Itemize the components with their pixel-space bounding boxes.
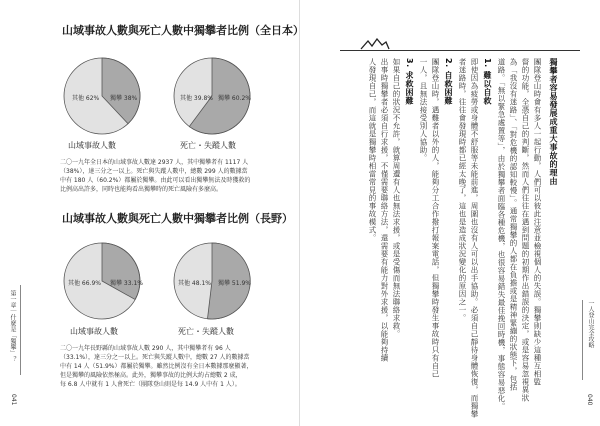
body-column: 如果自己的狀況不允許，就算周遭有人也無法求援，或是受傷而無法聯絡求救。 (392, 58, 401, 338)
chart1-right-other-label: 其他 39.8% (180, 95, 213, 102)
chart1-right-caption: 死亡・失蹤人數 (180, 141, 236, 150)
book-title-side-label: 一人登山完全攻略 (587, 300, 594, 348)
section-heading: 獨攀者容易發展成重大事故的理由 (549, 58, 558, 186)
list-heading-2: 2. 自救困難 (444, 58, 453, 105)
body-column: 團隊登山時會有多人一起行動，人們可以彼此注意並檢視個人的失誤。獨攀則缺少這種互相監 (533, 58, 542, 386)
chart1-left-caption: 山域事故人數 (68, 141, 116, 150)
paragraph-line: 二〇一九年全日本的山域事故人數達 2937 人，其中獨攀者有 1117 人 (60, 159, 249, 166)
paragraph-line: 中有 14 人（51.9%）都屬於獨攀。雖然比例沒有全日本數據那麼顯著， (60, 363, 253, 370)
list-heading-1: 1. 難以自救 (483, 58, 492, 105)
chart2-title: 山域事故人數與死亡人數中獨攀者比例（長野） (62, 212, 293, 225)
list-heading-3: 3. 求救困難 (405, 58, 414, 105)
paragraph-line: 每 6.8 人中就有 1 人會死亡（團隊登山則是每 14.9 人中有 1 人）。 (60, 381, 241, 388)
paragraph-line: 二〇一九年長野縣的山域事故人數 290 人，其中獨攀者有 96 人 (60, 345, 231, 352)
paragraph-line: 比例高出許多，同時也能夠看出獨攀時的死亡風險有多麼高。 (60, 186, 223, 193)
chart2-pies (0, 226, 300, 326)
chart2-right-caption: 死亡・失蹤人數 (178, 327, 234, 336)
page-number-right: 040 (586, 394, 593, 406)
paragraph-nagano (60, 344, 290, 389)
chapter-side-label: 第一章｜什麼是「獨攀」？ (9, 290, 16, 362)
right-page (300, 0, 600, 426)
body-column: 道路。「無以緊急處置等」，由於獨攀者面臨各種危機，也很容易錯失最佳挽回時機，事態容易惡化。 (497, 58, 506, 411)
header-rule (340, 50, 580, 51)
paragraph-line: （38%），達三分之一以上。死亡與失蹤人數中，總數 299 人的數據當 (60, 168, 248, 175)
body-column: 即使因為疲勞或身體不舒服等未能前進，周圍也沒有人可以出手協助。必須自己靜待身體恢復，而獨攀 (470, 58, 479, 418)
chart2-right-other-label: 其他 48.1% (178, 280, 211, 287)
mountain-logo-icon (360, 38, 390, 50)
chart2-right-solo-label: 獨攀 51.9% (218, 280, 251, 287)
body-column: 為「我沒有迷路」、「對危機的認知較慢」。通常獨攀的人都在負擔或是精神緊繃的狀態下，包括 (509, 58, 518, 391)
chart1-pies (0, 38, 300, 138)
body-column: 一人，且無法接受別人協助。 (419, 58, 428, 162)
body-column: 出事時獨攀者必須自行求援，不僅需要聯絡方法，還需要有能力對外求援，以能夠持續 (380, 58, 389, 362)
chart1-left-other-label: 其他 62% (72, 95, 100, 102)
paragraph-japan (60, 158, 290, 194)
chart2-left-other-label: 其他 66.9% (68, 280, 101, 287)
chart2-left-solo-label: 獨攀 33.1% (110, 280, 143, 287)
side-rule (20, 285, 21, 375)
page-number-left: 041 (10, 394, 17, 406)
body-column: 督的功能，全憑自己的判斷，然而人們往往在遇到問題的初期作出錯誤的決定，或是容易忽視異狀 (521, 58, 530, 402)
body-column: 者迷路時，往往會發現時都已經太晚了，這也是造成狀況變化的原因之一。 (458, 58, 467, 322)
chart1-left-solo-label: 獨攀 38% (110, 95, 138, 102)
side-rule (582, 300, 583, 380)
chart2-left-caption: 山域事故人數 (70, 327, 118, 336)
body-column: 人發現自己，而這就是獨攀時相當常見的事故模式。 (368, 58, 377, 242)
paragraph-line: 但是獨攀的風險依然極高。此外，獨攀事故的比例大約占總數 2 成， (60, 372, 242, 379)
body-column: 團隊登山時，遇難者以外的人，能夠分工合作撥打報案電話，但獨攀時發生事故時只有自己 (431, 58, 440, 378)
chart1-title: 山域事故人數與死亡人數中獨攀者比例（全日本） (62, 24, 304, 37)
paragraph-line: 中有 180 人（60.2%）都屬於獨攀。由此可以看出獨攀無法及時獲救的 (60, 177, 251, 184)
chart1-right-solo-label: 獨攀 60.2% (218, 95, 251, 102)
paragraph-line: （33.1%），達三分之一以上。死亡與失蹤人數中，總數 27 人的數據當 (60, 354, 250, 361)
